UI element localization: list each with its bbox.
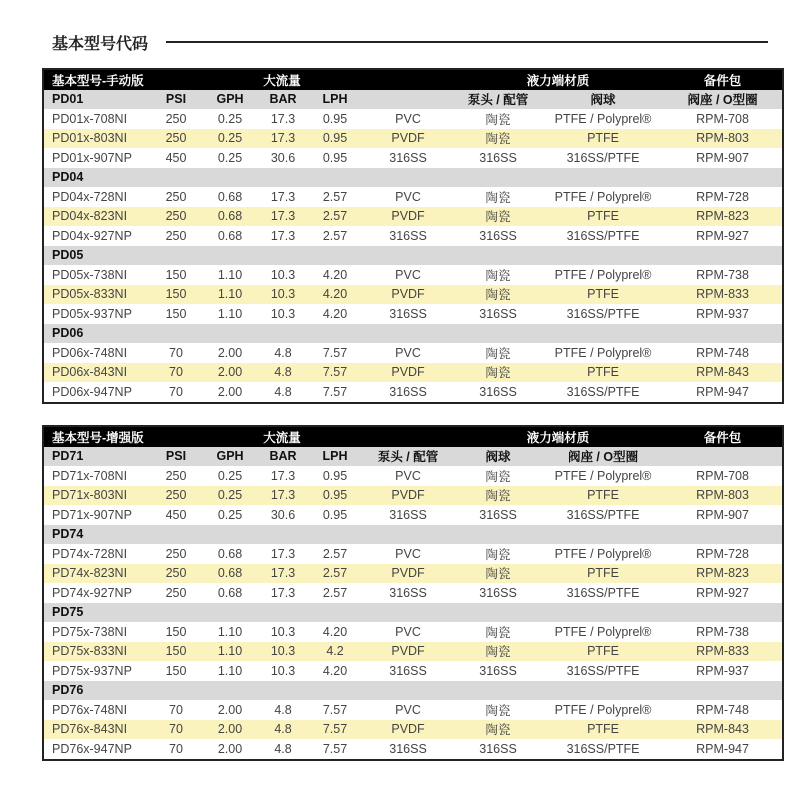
cell-gph: 0.68 bbox=[201, 564, 259, 584]
table-row bbox=[43, 720, 783, 740]
cell-psi: 250 bbox=[151, 109, 201, 129]
col-spacer bbox=[363, 90, 453, 110]
cell-model: PD76x-748NI bbox=[43, 700, 151, 720]
section-header bbox=[52, 30, 768, 54]
cell-psi: 250 bbox=[151, 564, 201, 584]
cell-lph: 7.57 bbox=[307, 382, 363, 403]
cell-lph: 2.57 bbox=[307, 583, 363, 603]
cell-psi: 250 bbox=[151, 207, 201, 227]
cell-ball: 316SS/PTFE bbox=[543, 583, 663, 603]
cell-bar: 17.3 bbox=[259, 486, 307, 506]
cell-bar: 4.8 bbox=[259, 739, 307, 760]
cell-psi: 450 bbox=[151, 505, 201, 525]
cell-head: 陶瓷 bbox=[453, 265, 543, 285]
cell-liquid-end: PVDF bbox=[363, 486, 453, 506]
cell-liquid-end: PVDF bbox=[363, 363, 453, 383]
cell-liquid-end: 316SS bbox=[363, 661, 453, 681]
cell-ball: PTFE / Polyprel® bbox=[543, 622, 663, 642]
cell-liquid-end: PVC bbox=[363, 622, 453, 642]
cell-kit: RPM-823 bbox=[663, 564, 783, 584]
group-row bbox=[43, 525, 783, 545]
cell-kit: RPM-803 bbox=[663, 486, 783, 506]
cell-kit: RPM-947 bbox=[663, 382, 783, 403]
group-row bbox=[43, 603, 783, 623]
cell-bar: 17.3 bbox=[259, 564, 307, 584]
cell-bar: 4.8 bbox=[259, 700, 307, 720]
cell-head: 陶瓷 bbox=[453, 363, 543, 383]
cell-gph: 1.10 bbox=[201, 304, 259, 324]
cell-gph: 2.00 bbox=[201, 343, 259, 363]
cell-lph: 7.57 bbox=[307, 343, 363, 363]
section-title: 基本型号代码 bbox=[52, 33, 149, 53]
cell-model: PD76x-947NP bbox=[43, 739, 151, 760]
cell-ball: PTFE bbox=[543, 129, 663, 149]
cell-ball: PTFE / Polyprel® bbox=[543, 187, 663, 207]
cell-gph: 0.25 bbox=[201, 148, 259, 168]
cell-bar: 4.8 bbox=[259, 720, 307, 740]
table-row bbox=[43, 343, 783, 363]
group-name: PD01 bbox=[43, 90, 151, 110]
cell-psi: 150 bbox=[151, 642, 201, 662]
cell-lph: 2.57 bbox=[307, 207, 363, 227]
cell-bar: 4.8 bbox=[259, 363, 307, 383]
cell-kit: RPM-803 bbox=[663, 129, 783, 149]
cell-psi: 150 bbox=[151, 622, 201, 642]
cell-psi: 250 bbox=[151, 129, 201, 149]
cell-ball: 316SS/PTFE bbox=[543, 304, 663, 324]
cell-ball: PTFE bbox=[543, 486, 663, 506]
cell-head: 316SS bbox=[453, 382, 543, 403]
cell-bar: 17.3 bbox=[259, 187, 307, 207]
table-row bbox=[43, 285, 783, 305]
cell-psi: 150 bbox=[151, 285, 201, 305]
group-name: PD04 bbox=[43, 168, 783, 188]
cell-liquid-end: PVC bbox=[363, 265, 453, 285]
cell-liquid-end: PVC bbox=[363, 187, 453, 207]
cell-gph: 1.10 bbox=[201, 642, 259, 662]
cell-liquid-end: PVDF bbox=[363, 285, 453, 305]
cell-kit: RPM-843 bbox=[663, 363, 783, 383]
col-psi: PSI bbox=[151, 447, 201, 467]
cell-liquid-end: 316SS bbox=[363, 382, 453, 403]
cell-bar: 10.3 bbox=[259, 642, 307, 662]
cell-gph: 0.68 bbox=[201, 544, 259, 564]
cell-lph: 4.20 bbox=[307, 304, 363, 324]
cell-head: 陶瓷 bbox=[453, 642, 543, 662]
cell-lph: 0.95 bbox=[307, 129, 363, 149]
cell-head: 316SS bbox=[453, 226, 543, 246]
cell-head: 陶瓷 bbox=[453, 109, 543, 129]
header-spacer bbox=[363, 69, 453, 90]
cell-lph: 0.95 bbox=[307, 109, 363, 129]
table-row bbox=[43, 661, 783, 681]
cell-model: PD04x-927NP bbox=[43, 226, 151, 246]
col-bar: BAR bbox=[259, 447, 307, 467]
cell-ball: PTFE bbox=[543, 363, 663, 383]
header-spacer bbox=[363, 426, 453, 447]
cell-kit: RPM-937 bbox=[663, 661, 783, 681]
cell-gph: 0.25 bbox=[201, 505, 259, 525]
spec-table-manual bbox=[42, 68, 784, 404]
cell-head: 316SS bbox=[453, 661, 543, 681]
table-row bbox=[43, 583, 783, 603]
table-row bbox=[43, 148, 783, 168]
cell-psi: 450 bbox=[151, 148, 201, 168]
cell-kit: RPM-748 bbox=[663, 700, 783, 720]
cell-model: PD74x-927NP bbox=[43, 583, 151, 603]
col-head: 泵头 / 配管 bbox=[363, 447, 453, 467]
cell-model: PD04x-728NI bbox=[43, 187, 151, 207]
cell-gph: 0.68 bbox=[201, 226, 259, 246]
subheader-row bbox=[43, 90, 783, 110]
cell-head: 陶瓷 bbox=[453, 129, 543, 149]
cell-model: PD04x-823NI bbox=[43, 207, 151, 227]
cell-lph: 2.57 bbox=[307, 544, 363, 564]
cell-gph: 0.25 bbox=[201, 109, 259, 129]
cell-lph: 7.57 bbox=[307, 700, 363, 720]
cell-liquid-end: PVDF bbox=[363, 720, 453, 740]
table-row bbox=[43, 109, 783, 129]
cell-bar: 17.3 bbox=[259, 207, 307, 227]
table-row bbox=[43, 226, 783, 246]
cell-bar: 10.3 bbox=[259, 661, 307, 681]
cell-gph: 0.68 bbox=[201, 187, 259, 207]
cell-liquid-end: PVC bbox=[363, 109, 453, 129]
cell-ball: PTFE bbox=[543, 642, 663, 662]
cell-bar: 17.3 bbox=[259, 109, 307, 129]
group-name: PD76 bbox=[43, 681, 783, 701]
cell-lph: 7.57 bbox=[307, 363, 363, 383]
cell-lph: 0.95 bbox=[307, 505, 363, 525]
col-spacer bbox=[663, 447, 783, 467]
cell-head: 316SS bbox=[453, 739, 543, 760]
table-header-row bbox=[43, 426, 783, 447]
cell-head: 陶瓷 bbox=[453, 564, 543, 584]
cell-head: 陶瓷 bbox=[453, 343, 543, 363]
col-seat: 阀座 / O型圈 bbox=[663, 90, 783, 110]
col-ball: 阀球 bbox=[543, 90, 663, 110]
cell-ball: PTFE / Polyprel® bbox=[543, 466, 663, 486]
cell-model: PD05x-833NI bbox=[43, 285, 151, 305]
cell-gph: 2.00 bbox=[201, 720, 259, 740]
cell-model: PD71x-803NI bbox=[43, 486, 151, 506]
table-row bbox=[43, 304, 783, 324]
cell-model: PD06x-748NI bbox=[43, 343, 151, 363]
header-material: 液力端材质 bbox=[453, 426, 663, 447]
cell-gph: 1.10 bbox=[201, 622, 259, 642]
col-lph: LPH bbox=[307, 447, 363, 467]
cell-model: PD01x-708NI bbox=[43, 109, 151, 129]
cell-ball: 316SS/PTFE bbox=[543, 148, 663, 168]
group-row bbox=[43, 681, 783, 701]
cell-model: PD01x-907NP bbox=[43, 148, 151, 168]
cell-lph: 4.2 bbox=[307, 642, 363, 662]
cell-kit: RPM-937 bbox=[663, 304, 783, 324]
cell-ball: 316SS/PTFE bbox=[543, 382, 663, 403]
cell-psi: 250 bbox=[151, 466, 201, 486]
cell-bar: 10.3 bbox=[259, 304, 307, 324]
group-name: PD71 bbox=[43, 447, 151, 467]
cell-kit: RPM-907 bbox=[663, 505, 783, 525]
col-gph: GPH bbox=[201, 447, 259, 467]
table-row bbox=[43, 700, 783, 720]
cell-liquid-end: PVDF bbox=[363, 129, 453, 149]
cell-gph: 2.00 bbox=[201, 700, 259, 720]
cell-model: PD05x-937NP bbox=[43, 304, 151, 324]
cell-bar: 4.8 bbox=[259, 382, 307, 403]
cell-liquid-end: PVDF bbox=[363, 207, 453, 227]
cell-kit: RPM-947 bbox=[663, 739, 783, 760]
cell-lph: 4.20 bbox=[307, 622, 363, 642]
cell-psi: 70 bbox=[151, 700, 201, 720]
cell-ball: 316SS/PTFE bbox=[543, 661, 663, 681]
cell-kit: RPM-708 bbox=[663, 109, 783, 129]
group-name: PD05 bbox=[43, 246, 783, 266]
header-flow: 大流量 bbox=[201, 69, 363, 90]
col-psi: PSI bbox=[151, 90, 201, 110]
cell-gph: 0.25 bbox=[201, 466, 259, 486]
group-row bbox=[43, 324, 783, 344]
cell-head: 陶瓷 bbox=[453, 486, 543, 506]
table-row bbox=[43, 187, 783, 207]
cell-head: 陶瓷 bbox=[453, 700, 543, 720]
cell-lph: 0.95 bbox=[307, 466, 363, 486]
cell-model: PD05x-738NI bbox=[43, 265, 151, 285]
cell-bar: 17.3 bbox=[259, 544, 307, 564]
cell-psi: 70 bbox=[151, 382, 201, 403]
header-flow: 大流量 bbox=[201, 426, 363, 447]
cell-psi: 150 bbox=[151, 304, 201, 324]
table-row bbox=[43, 265, 783, 285]
cell-head: 陶瓷 bbox=[453, 285, 543, 305]
col-lph: LPH bbox=[307, 90, 363, 110]
table-row bbox=[43, 739, 783, 760]
cell-gph: 0.25 bbox=[201, 129, 259, 149]
cell-kit: RPM-927 bbox=[663, 226, 783, 246]
cell-kit: RPM-833 bbox=[663, 285, 783, 305]
cell-kit: RPM-728 bbox=[663, 187, 783, 207]
cell-gph: 1.10 bbox=[201, 661, 259, 681]
table-row bbox=[43, 544, 783, 564]
cell-head: 316SS bbox=[453, 505, 543, 525]
cell-ball: PTFE / Polyprel® bbox=[543, 544, 663, 564]
cell-psi: 70 bbox=[151, 363, 201, 383]
cell-ball: PTFE / Polyprel® bbox=[543, 109, 663, 129]
cell-liquid-end: 316SS bbox=[363, 505, 453, 525]
cell-bar: 30.6 bbox=[259, 148, 307, 168]
cell-kit: RPM-728 bbox=[663, 544, 783, 564]
cell-head: 316SS bbox=[453, 583, 543, 603]
cell-kit: RPM-907 bbox=[663, 148, 783, 168]
header-kit: 备件包 bbox=[663, 69, 783, 90]
title-divider bbox=[166, 41, 768, 43]
cell-head: 陶瓷 bbox=[453, 207, 543, 227]
cell-bar: 30.6 bbox=[259, 505, 307, 525]
table-row bbox=[43, 363, 783, 383]
cell-gph: 2.00 bbox=[201, 363, 259, 383]
cell-psi: 250 bbox=[151, 583, 201, 603]
cell-psi: 250 bbox=[151, 486, 201, 506]
cell-model: PD71x-907NP bbox=[43, 505, 151, 525]
cell-psi: 250 bbox=[151, 544, 201, 564]
header-kit: 备件包 bbox=[663, 426, 783, 447]
cell-bar: 10.3 bbox=[259, 265, 307, 285]
cell-psi: 70 bbox=[151, 343, 201, 363]
cell-bar: 17.3 bbox=[259, 583, 307, 603]
table-row bbox=[43, 564, 783, 584]
col-seat: 阀座 / O型圈 bbox=[543, 447, 663, 467]
cell-bar: 10.3 bbox=[259, 622, 307, 642]
cell-gph: 1.10 bbox=[201, 265, 259, 285]
group-row bbox=[43, 168, 783, 188]
col-ball: 阀球 bbox=[453, 447, 543, 467]
cell-head: 陶瓷 bbox=[453, 466, 543, 486]
table-row bbox=[43, 382, 783, 403]
cell-lph: 2.57 bbox=[307, 226, 363, 246]
cell-ball: PTFE / Polyprel® bbox=[543, 343, 663, 363]
cell-liquid-end: 316SS bbox=[363, 148, 453, 168]
cell-bar: 4.8 bbox=[259, 343, 307, 363]
cell-lph: 4.20 bbox=[307, 265, 363, 285]
cell-kit: RPM-843 bbox=[663, 720, 783, 740]
col-gph: GPH bbox=[201, 90, 259, 110]
cell-bar: 10.3 bbox=[259, 285, 307, 305]
cell-liquid-end: PVDF bbox=[363, 564, 453, 584]
group-name: PD74 bbox=[43, 525, 783, 545]
cell-model: PD74x-823NI bbox=[43, 564, 151, 584]
cell-lph: 7.57 bbox=[307, 720, 363, 740]
table-header-row bbox=[43, 69, 783, 90]
table-row bbox=[43, 642, 783, 662]
cell-model: PD71x-708NI bbox=[43, 466, 151, 486]
cell-gph: 1.10 bbox=[201, 285, 259, 305]
cell-lph: 2.57 bbox=[307, 187, 363, 207]
cell-model: PD74x-728NI bbox=[43, 544, 151, 564]
cell-liquid-end: 316SS bbox=[363, 226, 453, 246]
cell-psi: 250 bbox=[151, 226, 201, 246]
cell-gph: 2.00 bbox=[201, 739, 259, 760]
cell-bar: 17.3 bbox=[259, 226, 307, 246]
cell-liquid-end: PVC bbox=[363, 343, 453, 363]
cell-lph: 0.95 bbox=[307, 486, 363, 506]
cell-head: 陶瓷 bbox=[453, 720, 543, 740]
cell-psi: 70 bbox=[151, 739, 201, 760]
subheader-row bbox=[43, 447, 783, 467]
cell-liquid-end: PVDF bbox=[363, 642, 453, 662]
cell-kit: RPM-927 bbox=[663, 583, 783, 603]
cell-ball: 316SS/PTFE bbox=[543, 226, 663, 246]
cell-gph: 0.68 bbox=[201, 207, 259, 227]
cell-lph: 0.95 bbox=[307, 148, 363, 168]
group-row bbox=[43, 246, 783, 266]
cell-kit: RPM-748 bbox=[663, 343, 783, 363]
cell-model: PD01x-803NI bbox=[43, 129, 151, 149]
cell-head: 316SS bbox=[453, 148, 543, 168]
cell-kit: RPM-738 bbox=[663, 622, 783, 642]
cell-head: 316SS bbox=[453, 304, 543, 324]
cell-bar: 17.3 bbox=[259, 129, 307, 149]
cell-kit: RPM-738 bbox=[663, 265, 783, 285]
cell-liquid-end: PVC bbox=[363, 466, 453, 486]
cell-head: 陶瓷 bbox=[453, 622, 543, 642]
cell-lph: 4.20 bbox=[307, 285, 363, 305]
cell-lph: 7.57 bbox=[307, 739, 363, 760]
cell-kit: RPM-823 bbox=[663, 207, 783, 227]
cell-head: 陶瓷 bbox=[453, 544, 543, 564]
cell-liquid-end: PVC bbox=[363, 544, 453, 564]
spec-table-enhanced bbox=[42, 425, 784, 761]
col-head: 泵头 / 配管 bbox=[453, 90, 543, 110]
group-name: PD75 bbox=[43, 603, 783, 623]
cell-model: PD75x-738NI bbox=[43, 622, 151, 642]
cell-kit: RPM-833 bbox=[663, 642, 783, 662]
table-row bbox=[43, 129, 783, 149]
header-model: 基本型号-手动版 bbox=[43, 69, 201, 90]
header-model: 基本型号-增强版 bbox=[43, 426, 201, 447]
table-row bbox=[43, 505, 783, 525]
cell-model: PD06x-947NP bbox=[43, 382, 151, 403]
cell-lph: 4.20 bbox=[307, 661, 363, 681]
cell-model: PD75x-937NP bbox=[43, 661, 151, 681]
cell-liquid-end: 316SS bbox=[363, 304, 453, 324]
cell-psi: 150 bbox=[151, 661, 201, 681]
cell-psi: 70 bbox=[151, 720, 201, 740]
cell-bar: 17.3 bbox=[259, 466, 307, 486]
cell-liquid-end: 316SS bbox=[363, 739, 453, 760]
header-material: 液力端材质 bbox=[453, 69, 663, 90]
group-name: PD06 bbox=[43, 324, 783, 344]
cell-ball: PTFE bbox=[543, 285, 663, 305]
cell-ball: PTFE / Polyprel® bbox=[543, 265, 663, 285]
cell-gph: 2.00 bbox=[201, 382, 259, 403]
cell-head: 陶瓷 bbox=[453, 187, 543, 207]
cell-model: PD06x-843NI bbox=[43, 363, 151, 383]
table-row bbox=[43, 207, 783, 227]
cell-lph: 2.57 bbox=[307, 564, 363, 584]
table-row bbox=[43, 466, 783, 486]
col-bar: BAR bbox=[259, 90, 307, 110]
cell-ball: PTFE bbox=[543, 564, 663, 584]
cell-psi: 150 bbox=[151, 265, 201, 285]
cell-ball: PTFE / Polyprel® bbox=[543, 700, 663, 720]
cell-gph: 0.25 bbox=[201, 486, 259, 506]
table-row bbox=[43, 622, 783, 642]
cell-ball: PTFE bbox=[543, 207, 663, 227]
cell-liquid-end: PVC bbox=[363, 700, 453, 720]
cell-liquid-end: 316SS bbox=[363, 583, 453, 603]
cell-ball: PTFE bbox=[543, 720, 663, 740]
cell-model: PD75x-833NI bbox=[43, 642, 151, 662]
cell-model: PD76x-843NI bbox=[43, 720, 151, 740]
cell-kit: RPM-708 bbox=[663, 466, 783, 486]
cell-gph: 0.68 bbox=[201, 583, 259, 603]
cell-ball: 316SS/PTFE bbox=[543, 505, 663, 525]
table-row bbox=[43, 486, 783, 506]
cell-ball: 316SS/PTFE bbox=[543, 739, 663, 760]
cell-psi: 250 bbox=[151, 187, 201, 207]
